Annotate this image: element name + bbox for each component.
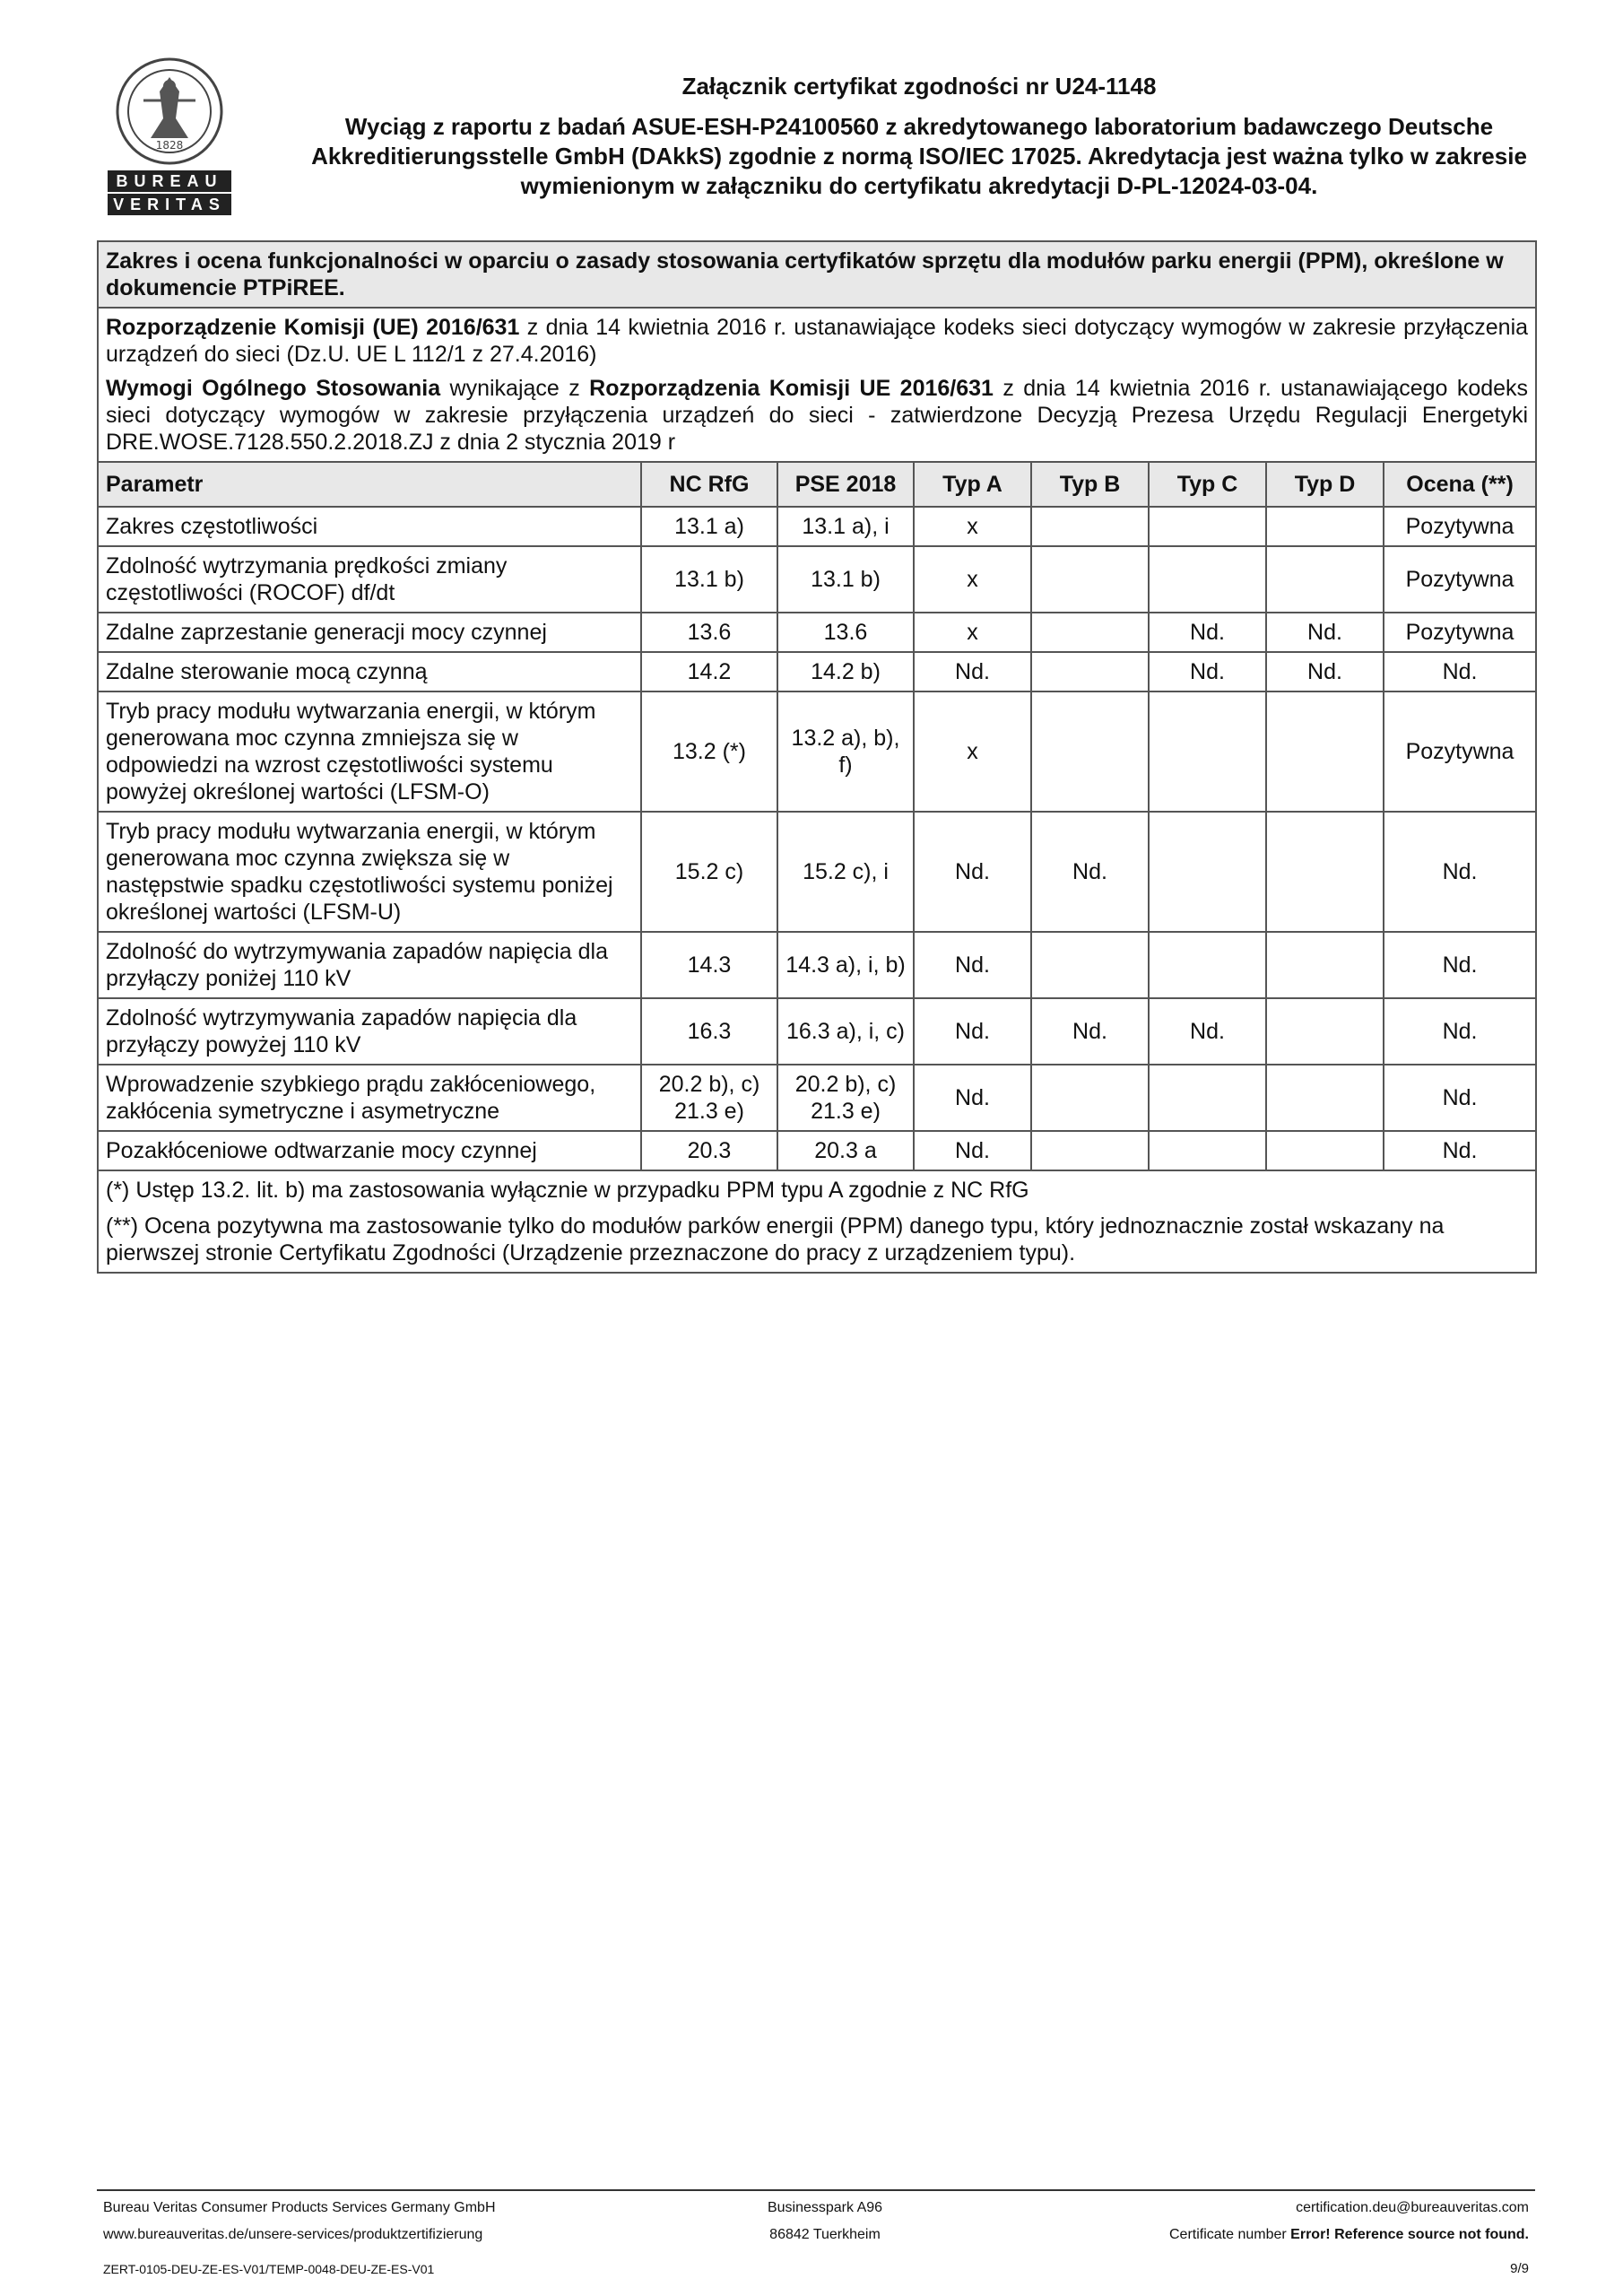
value-cell: 15.2 c) bbox=[641, 812, 777, 932]
notes-row bbox=[98, 1170, 1536, 1273]
regulations-row bbox=[98, 308, 1536, 462]
value-cell: x bbox=[914, 546, 1031, 613]
value-cell bbox=[1266, 998, 1384, 1065]
value-cell: Nd. bbox=[1149, 652, 1266, 691]
value-cell: 20.3 bbox=[641, 1131, 777, 1170]
value-cell: Nd. bbox=[914, 998, 1031, 1065]
col-header: Ocena (**) bbox=[1384, 462, 1536, 507]
value-cell bbox=[1031, 691, 1149, 812]
value-cell bbox=[1266, 932, 1384, 998]
table-row bbox=[98, 1131, 1536, 1170]
value-cell bbox=[1266, 691, 1384, 812]
bureau-veritas-logo bbox=[108, 56, 231, 213]
value-cell: Pozytywna bbox=[1384, 613, 1536, 652]
value-cell: 14.3 bbox=[641, 932, 777, 998]
parameter-cell: Zdalne sterowanie mocą czynną bbox=[98, 652, 641, 691]
value-cell bbox=[1031, 613, 1149, 652]
value-cell bbox=[1149, 546, 1266, 613]
scope-text: Zakres i ocena funkcjonalności w oparciu o zasady stosowania certyfikatów sprzętu dla modułów parku energii (PPM), określone w dokumencie PTPiREE. bbox=[98, 241, 1536, 308]
assessment-table bbox=[97, 240, 1537, 1274]
footer-address-line-2: 86842 Tuerkheim bbox=[769, 2227, 881, 2242]
certificate-label: Certificate number bbox=[1169, 2227, 1291, 2242]
value-cell: Nd. bbox=[914, 1131, 1031, 1170]
value-cell: Nd. bbox=[1384, 1065, 1536, 1131]
value-cell: Nd. bbox=[914, 652, 1031, 691]
parameter-cell: Tryb pracy modułu wytwarzania energii, w którym generowana moc czynna zwiększa się w następstwie spadku częstotliwości systemu poniżej określonej wartości (LFSM-U) bbox=[98, 812, 641, 932]
value-cell: x bbox=[914, 507, 1031, 546]
logo-text-bureau: BUREAU bbox=[108, 170, 231, 192]
regulation-1-title: Rozporządzenie Komisji (UE) 2016/631 bbox=[106, 315, 520, 340]
regulation-2-text-b: z dnia 14 kwietnia 2016 r. ustanawiającego kodeks sieci dotyczący wymogów w zakresie przyłączenia urządzeń do sieci - zatwierdzone Decyzją Prezesa Urzędu Regulacji Energetyki DRE.WOSE.7128.550.2.2018.ZJ z dnia 2 stycznia 2019 r bbox=[106, 376, 1529, 455]
value-cell bbox=[1031, 507, 1149, 546]
value-cell: 16.3 a), i, c) bbox=[777, 998, 914, 1065]
table-row bbox=[98, 1065, 1536, 1131]
footer-address-line-1: Businesspark A96 bbox=[767, 2200, 883, 2215]
value-cell: 20.2 b), c) 21.3 e) bbox=[777, 1065, 914, 1131]
value-cell bbox=[1031, 652, 1149, 691]
value-cell: 13.1 b) bbox=[641, 546, 777, 613]
table-row bbox=[98, 546, 1536, 613]
value-cell bbox=[1149, 1131, 1266, 1170]
col-header: PSE 2018 bbox=[777, 462, 914, 507]
value-cell: 16.3 bbox=[641, 998, 777, 1065]
table-row bbox=[98, 507, 1536, 546]
footer-website: www.bureauveritas.de/unsere-services/produktzertifizierung bbox=[103, 2227, 483, 2242]
value-cell: Nd. bbox=[1149, 613, 1266, 652]
footnote-2: (**) Ocena pozytywna ma zastosowanie tylko do modułów parków energii (PPM) danego typu, który jednoznacznie został wskazany na pierwszej stronie Certyfikatu Zgodności (Urządzenie przeznaczone do pracy z urządzeniem typu). bbox=[106, 1213, 1445, 1265]
value-cell: 15.2 c), i bbox=[777, 812, 914, 932]
table-row bbox=[98, 691, 1536, 812]
value-cell: 13.1 a) bbox=[641, 507, 777, 546]
footer-email: certification.deu@bureauveritas.com bbox=[1296, 2200, 1529, 2215]
footer-company: Bureau Veritas Consumer Products Services Germany GmbH bbox=[103, 2200, 496, 2215]
footer-doc-code: ZERT-0105-DEU-ZE-ES-V01/TEMP-0048-DEU-ZE-ES-V01 bbox=[103, 2262, 435, 2276]
parameter-cell: Zakres częstotliwości bbox=[98, 507, 641, 546]
value-cell bbox=[1149, 812, 1266, 932]
value-cell bbox=[1149, 507, 1266, 546]
value-cell: Nd. bbox=[1031, 998, 1149, 1065]
table-row bbox=[98, 998, 1536, 1065]
parameter-cell: Pozakłóceniowe odtwarzanie mocy czynnej bbox=[98, 1131, 641, 1170]
document-title: Załącznik certyfikat zgodności nr U24-1148 bbox=[681, 73, 1157, 100]
value-cell bbox=[1266, 812, 1384, 932]
value-cell: Nd. bbox=[1384, 998, 1536, 1065]
value-cell: Nd. bbox=[1384, 1131, 1536, 1170]
page-number: 9/9 bbox=[1510, 2261, 1529, 2276]
value-cell: 20.3 a bbox=[777, 1131, 914, 1170]
value-cell bbox=[1266, 1131, 1384, 1170]
value-cell: 14.3 a), i, b) bbox=[777, 932, 914, 998]
document-subtitle: Wyciąg z raportu z badań ASUE-ESH-P24100560 z akredytowanego laboratorium badawczego Deutsche Akkreditierungsstelle GmbH (DAkkS) zgodnie z normą ISO/IEC 17025. Akredytacja jest ważna tylko w zakresie wymienionym w załączniku do certyfikatu akredytacji D-PL-12024-03-04. bbox=[311, 113, 1527, 199]
value-cell: 13.1 a), i bbox=[777, 507, 914, 546]
col-header: Typ B bbox=[1031, 462, 1149, 507]
scope-row bbox=[98, 241, 1536, 308]
parameter-cell: Wprowadzenie szybkiego prądu zakłóceniowego, zakłócenia symetryczne i asymetryczne bbox=[98, 1065, 641, 1131]
regulation-2-title: Wymogi Ogólnego Stosowania bbox=[106, 376, 441, 401]
value-cell: 14.2 b) bbox=[777, 652, 914, 691]
logo-text-veritas: VERITAS bbox=[108, 194, 231, 215]
col-header: Typ D bbox=[1266, 462, 1384, 507]
table-row bbox=[98, 812, 1536, 932]
value-cell: Pozytywna bbox=[1384, 691, 1536, 812]
value-cell bbox=[1031, 932, 1149, 998]
value-cell: 14.2 bbox=[641, 652, 777, 691]
svg-text:1828: 1828 bbox=[155, 139, 184, 152]
value-cell bbox=[1031, 546, 1149, 613]
document-header bbox=[278, 72, 1560, 201]
value-cell: Nd. bbox=[1266, 652, 1384, 691]
value-cell: 13.2 a), b), f) bbox=[777, 691, 914, 812]
value-cell bbox=[1149, 1065, 1266, 1131]
value-cell: Nd. bbox=[914, 812, 1031, 932]
value-cell bbox=[1266, 546, 1384, 613]
seal-icon bbox=[108, 56, 231, 167]
regulation-2 bbox=[106, 375, 1528, 456]
value-cell: Nd. bbox=[1149, 998, 1266, 1065]
value-cell bbox=[1149, 691, 1266, 812]
regulation-2-text-a: wynikające z bbox=[440, 376, 590, 401]
table-row bbox=[98, 652, 1536, 691]
footnote-1: (*) Ustęp 13.2. lit. b) ma zastosowania wyłącznie w przypadku PPM typu A zgodnie z NC RfG bbox=[106, 1178, 1029, 1203]
value-cell: 13.6 bbox=[777, 613, 914, 652]
value-cell: Nd. bbox=[1384, 652, 1536, 691]
parameter-cell: Zdolność wytrzymania prędkości zmiany częstotliwości (ROCOF) df/dt bbox=[98, 546, 641, 613]
footer-divider bbox=[97, 2189, 1535, 2191]
table-header-row bbox=[98, 462, 1536, 507]
value-cell: 13.2 (*) bbox=[641, 691, 777, 812]
table-row bbox=[98, 932, 1536, 998]
value-cell: Nd. bbox=[1266, 613, 1384, 652]
value-cell: 20.2 b), c) 21.3 e) bbox=[641, 1065, 777, 1131]
table-row bbox=[98, 613, 1536, 652]
parameter-cell: Zdolność wytrzymywania zapadów napięcia dla przyłączy powyżej 110 kV bbox=[98, 998, 641, 1065]
value-cell: 13.1 b) bbox=[777, 546, 914, 613]
value-cell: x bbox=[914, 613, 1031, 652]
value-cell: Nd. bbox=[914, 1065, 1031, 1131]
col-header: Typ C bbox=[1149, 462, 1266, 507]
parameter-cell: Zdolność do wytrzymywania zapadów napięcia dla przyłączy poniżej 110 kV bbox=[98, 932, 641, 998]
regulation-1 bbox=[106, 314, 1528, 368]
col-header: NC RfG bbox=[641, 462, 777, 507]
value-cell: Pozytywna bbox=[1384, 507, 1536, 546]
col-header: Typ A bbox=[914, 462, 1031, 507]
footer-certificate-number bbox=[1169, 2226, 1529, 2244]
value-cell: Nd. bbox=[1031, 812, 1149, 932]
value-cell bbox=[1149, 932, 1266, 998]
col-header: Parametr bbox=[98, 462, 641, 507]
value-cell: Nd. bbox=[914, 932, 1031, 998]
value-cell bbox=[1266, 1065, 1384, 1131]
certificate-value: Error! Reference source not found. bbox=[1290, 2227, 1529, 2242]
value-cell bbox=[1031, 1065, 1149, 1131]
parameter-cell: Zdalne zaprzestanie generacji mocy czynnej bbox=[98, 613, 641, 652]
regulation-1-text: z dnia 14 kwietnia 2016 r. ustanawiające kodeks sieci dotyczący wymogów w zakresie przyłączenia urządzeń do sieci (Dz.U. UE L 112/1 z 27.4.2016) bbox=[106, 315, 1529, 367]
value-cell bbox=[1266, 507, 1384, 546]
value-cell: x bbox=[914, 691, 1031, 812]
value-cell bbox=[1031, 1131, 1149, 1170]
value-cell: 13.6 bbox=[641, 613, 777, 652]
parameter-cell: Tryb pracy modułu wytwarzania energii, w którym generowana moc czynna zmniejsza się w odpowiedzi na wzrost częstotliwości systemu powyżej określonej wartości (LFSM-O) bbox=[98, 691, 641, 812]
regulation-2-ref: Rozporządzenia Komisji UE 2016/631 bbox=[589, 376, 994, 401]
value-cell: Nd. bbox=[1384, 932, 1536, 998]
value-cell: Pozytywna bbox=[1384, 546, 1536, 613]
value-cell: Nd. bbox=[1384, 812, 1536, 932]
